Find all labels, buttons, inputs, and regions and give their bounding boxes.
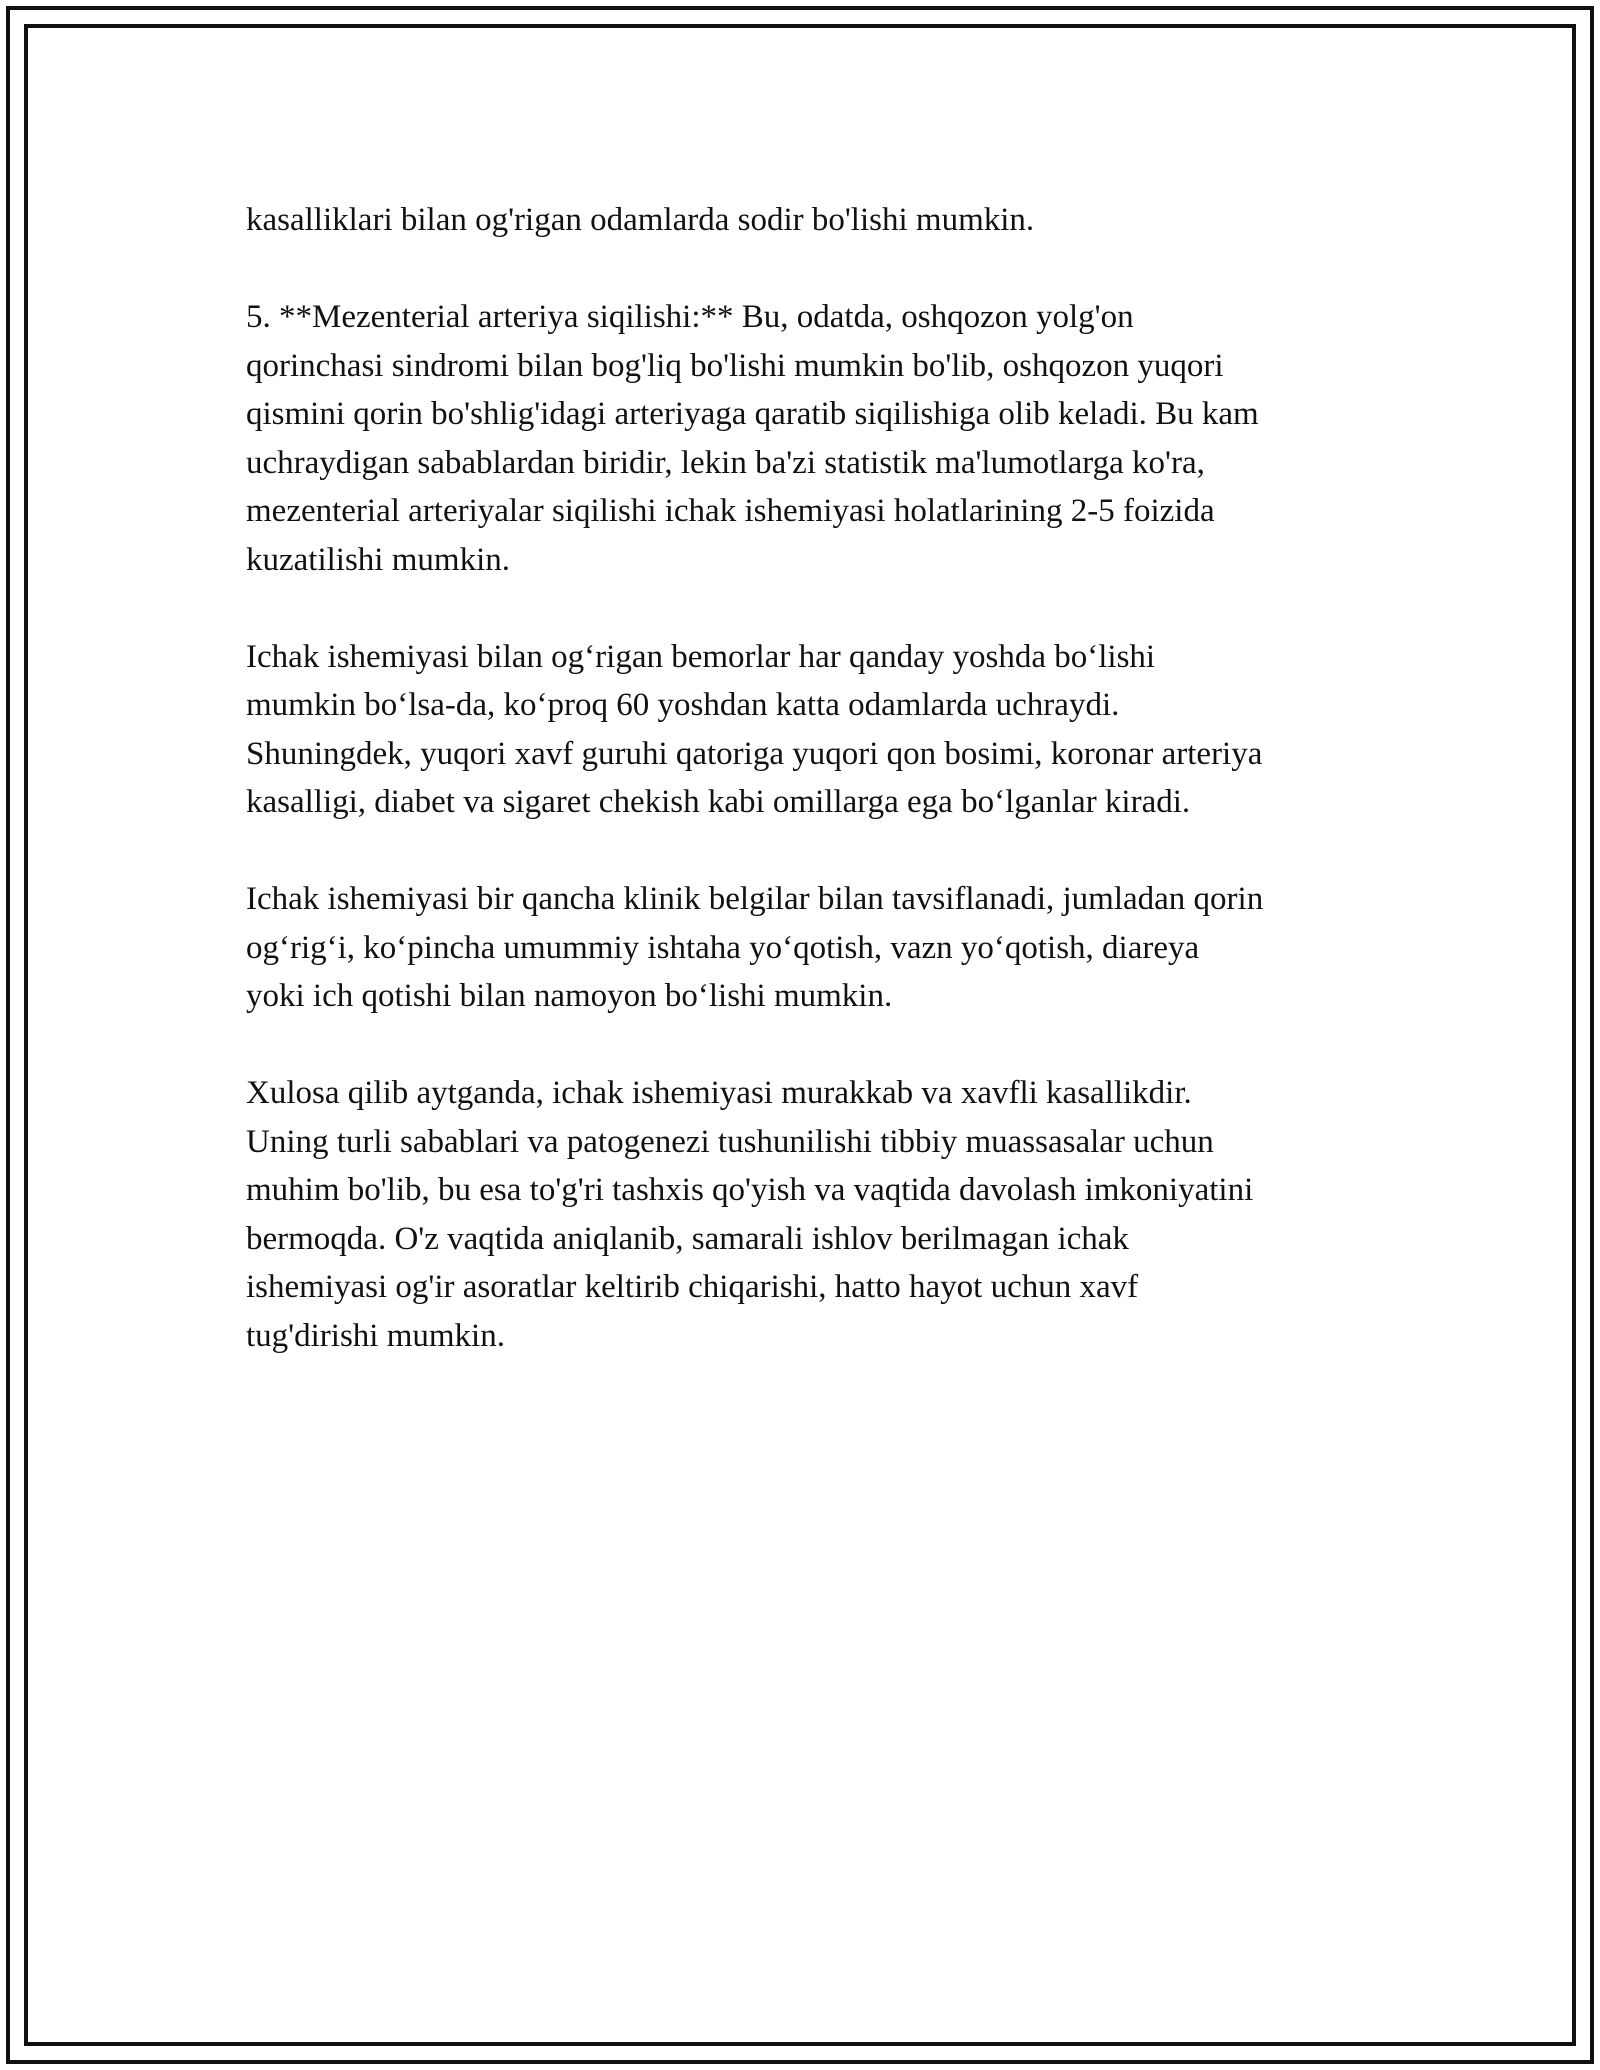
paragraph-risk-groups: Ichak ishemiyasi bilan og‘rigan bemorlar har qanday yoshda bo‘lishi mumkin bo‘lsa-da, ko‘proq 60 yoshdan katta odamlarda uchraydi. Shuningdek, yuqori xavf guruhi qatoriga yuqori qon bosimi, koronar arteriya kasalligi, diabet va sigaret chekish kabi omillarga ega bo‘lganlar kiradi.: [246, 638, 1263, 820]
paragraph-clinical-signs: Ichak ishemiyasi bir qancha klinik belgilar bilan tavsiflanadi, jumladan qorin og‘rig‘i, ko‘pincha umummiy ishtaha yo‘qotish, vazn yo‘qotish, diareya yoki ich qotishi bilan namoyon bo‘lishi mumkin.: [246, 881, 1264, 1014]
paragraph-conclusion: Xulosa qilib aytganda, ichak ishemiyasi murakkab va xavfli kasallikdir. Uning turli sabablari va patogenezi tushunilishi tibbiy muassasalar uchun muhim bo'lib, bu esa to'g'ri tashxis qo'yish va vaqtida davolash imkoniyatini bermoqda. O'z vaqtida aniqlanib, samarali ishlov berilmagan ichak ishemiyasi og'ir asoratlar keltirib chiqarishi, hatto hayot uchun xavf tug'dirishi mumkin.: [246, 1075, 1254, 1354]
document-body: [246, 196, 1396, 1409]
page-frame: [6, 6, 1594, 2064]
paragraph-mesenteric-compression: 5. **Mezenterial arteriya siqilishi:** Bu, odatda, oshqozon yolg'on qorinchasi sindromi bilan bog'liq bo'lishi mumkin bo'lib, oshqozon yuqori qismini qorin bo'shlig'idagi arteriyaga qaratib siqilishiga olib keladi. Bu kam uchraydigan sabablardan biridir, lekin ba'zi statistik ma'lumotlarga ko'ra, mezenterial arteriyalar siqilishi ichak ishemiyasi holatlarining 2-5 foizida kuzatilishi mumkin.: [246, 299, 1259, 578]
paragraph-continuation: kasalliklari bilan og'rigan odamlarda sodir bo'lishi mumkin.: [246, 202, 1035, 238]
